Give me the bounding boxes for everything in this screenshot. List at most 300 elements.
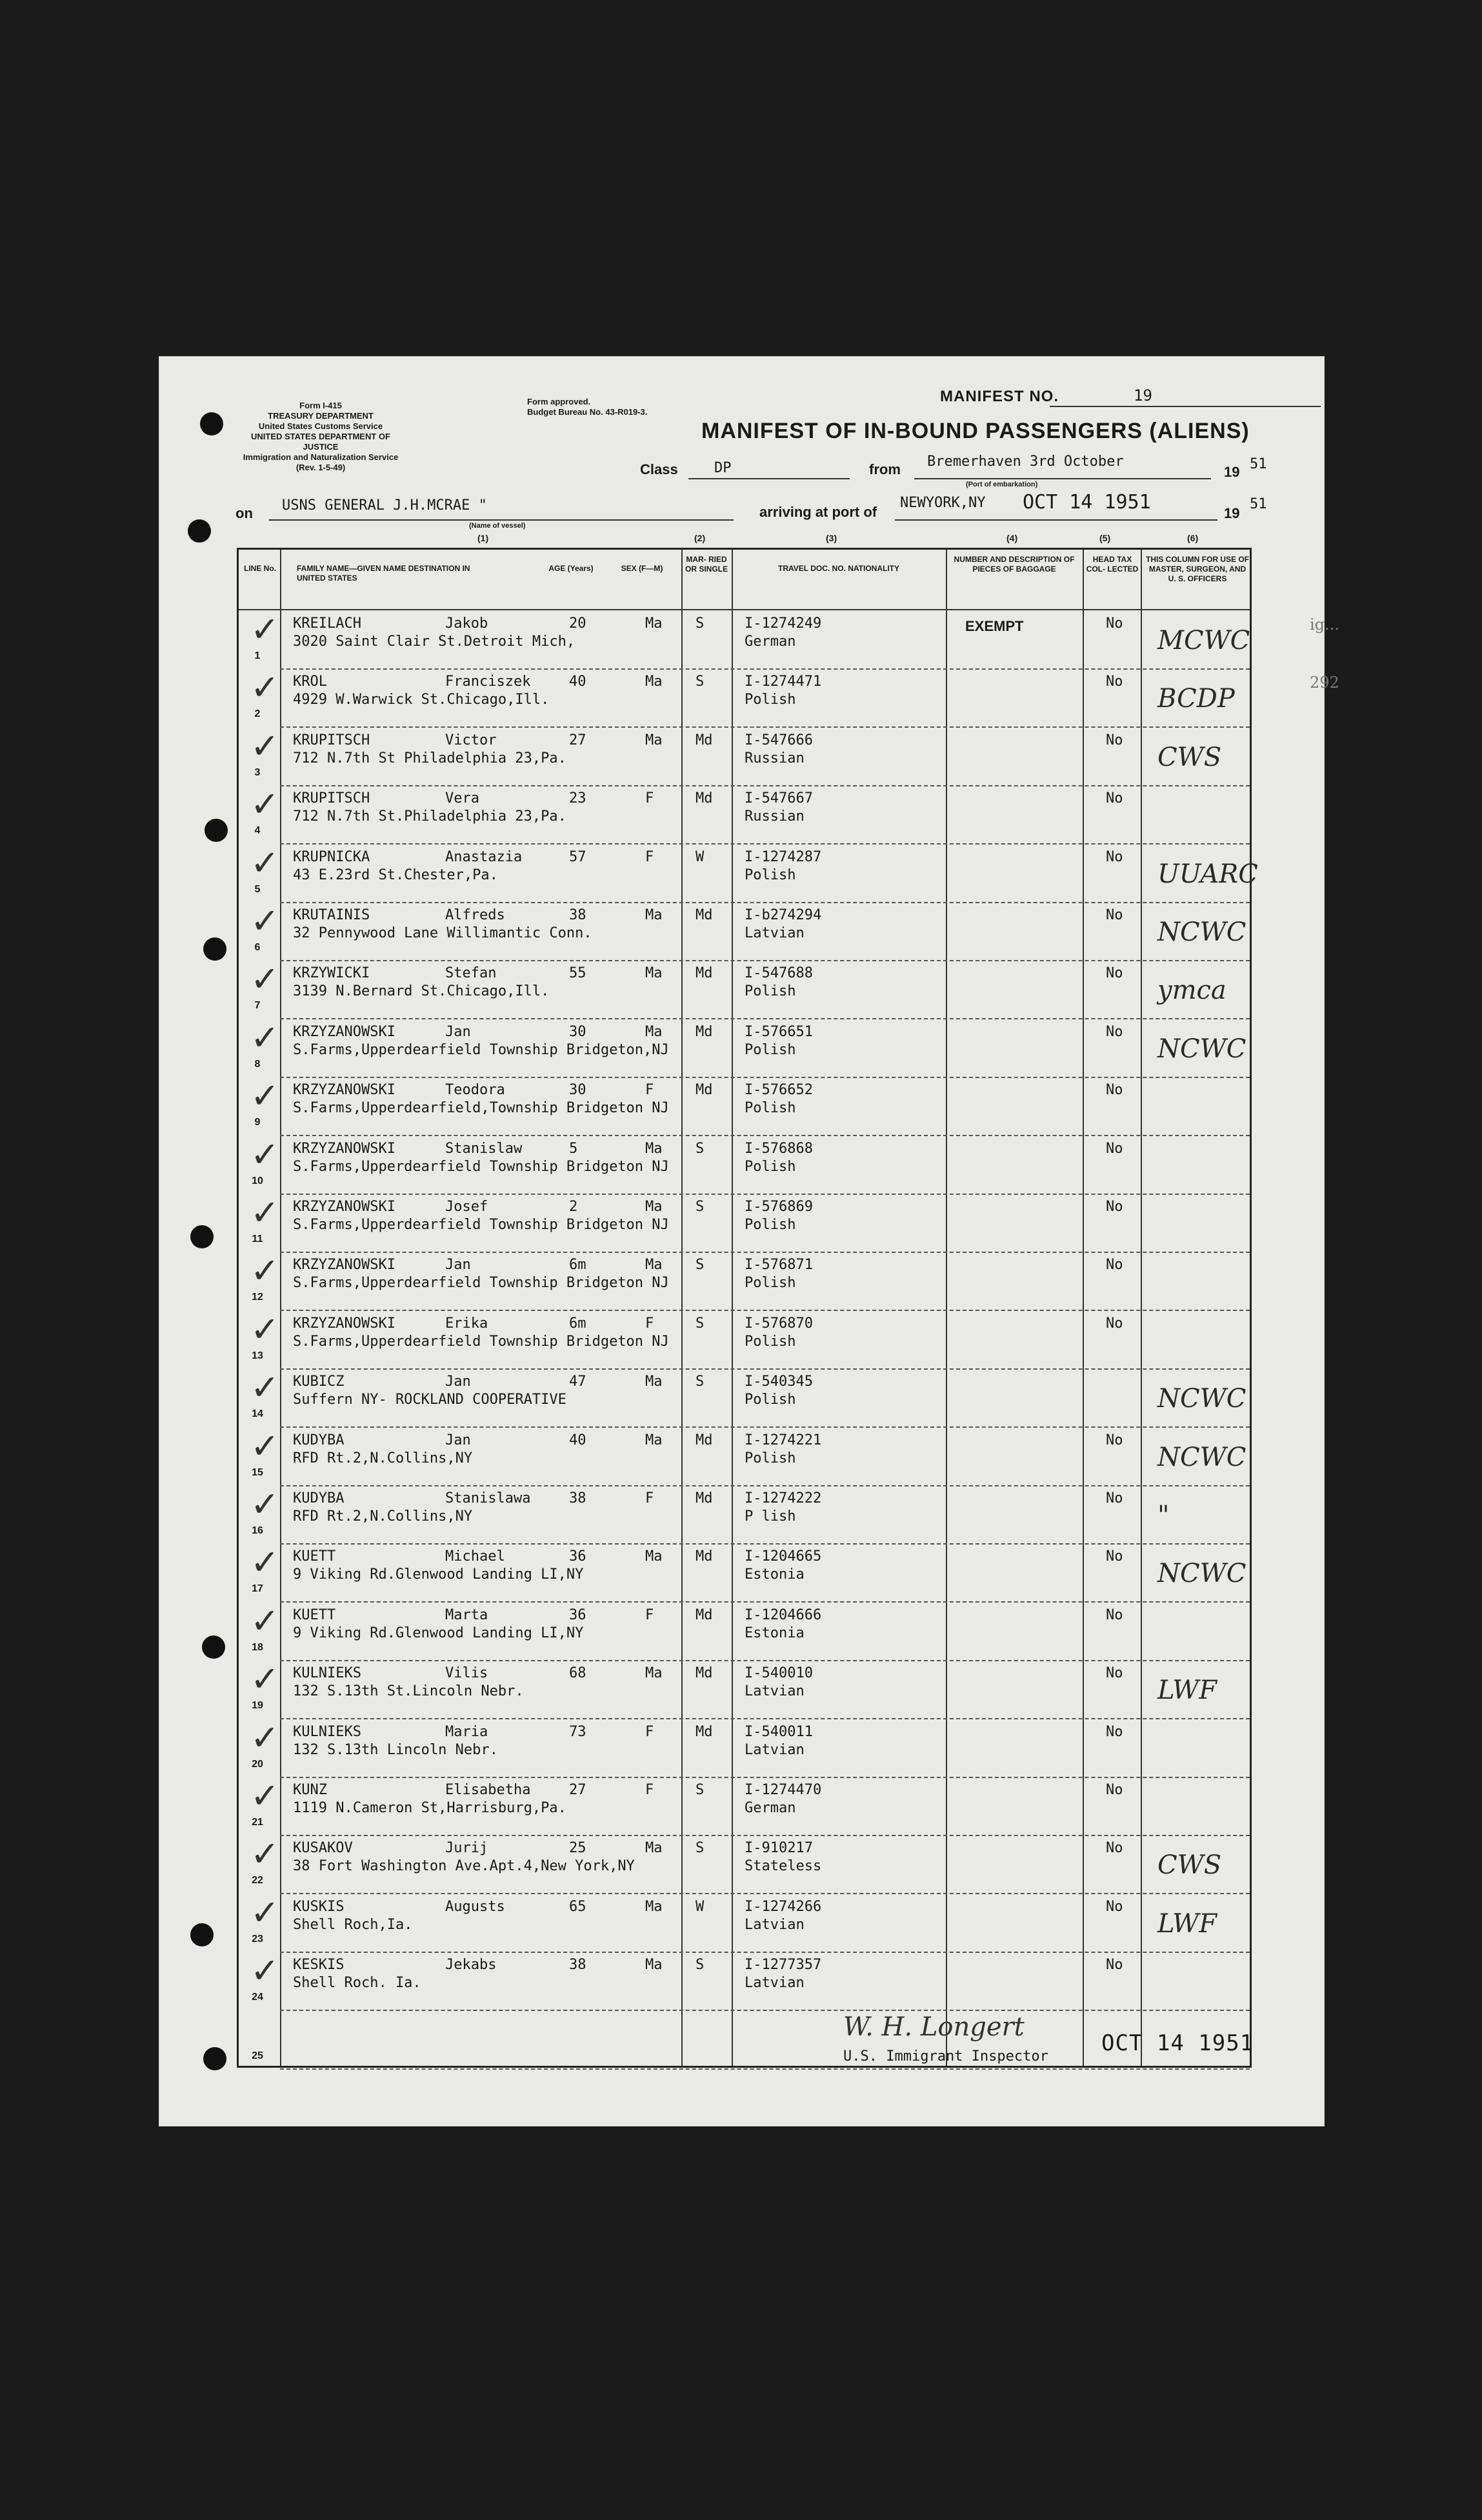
row-divider <box>280 2068 1250 2070</box>
family-name: KUNZ <box>293 1782 327 1798</box>
col-header-sex: SEX (F—M) <box>621 564 663 573</box>
check-mark: ✓ <box>250 1250 280 1292</box>
family-name: KRZYZANOWSKI <box>293 1257 396 1274</box>
marital-status: S <box>696 1315 705 1332</box>
given-name: Erika <box>445 1315 488 1332</box>
sex-value: Ma <box>645 1257 663 1274</box>
line-number: 24 <box>252 1992 263 2003</box>
sex-value: F <box>645 1082 654 1099</box>
travel-doc-number: I-1274221 <box>745 1432 822 1448</box>
destination-address: 132 S.13th Lincoln Nebr. <box>293 1741 498 1758</box>
inspector-signature: W. H. Longert <box>843 2012 1025 2042</box>
given-name: Stanislawa <box>445 1490 531 1506</box>
check-mark: ✓ <box>250 1600 280 1641</box>
given-name: Teodora <box>445 1082 505 1099</box>
given-name: Jan <box>445 1257 471 1274</box>
family-name: KUETT <box>293 1548 336 1565</box>
age-value: 30 <box>569 1023 586 1040</box>
check-mark: ✓ <box>250 1192 280 1233</box>
family-name: KESKIS <box>293 1957 345 1974</box>
travel-doc-number: I-1274470 <box>745 1782 822 1798</box>
officer-annotation: NCWC <box>1157 1034 1247 1064</box>
head-tax-value: No <box>1106 1140 1123 1157</box>
line-number: 8 <box>254 1058 261 1070</box>
table-row <box>239 1775 1250 1836</box>
family-name: KREILACH <box>293 615 361 632</box>
line-number: 9 <box>254 1117 261 1128</box>
sex-value: Ma <box>645 1548 663 1565</box>
officer-annotation: ymca <box>1157 975 1227 1006</box>
page-title: MANIFEST OF IN-BOUND PASSENGERS (ALIENS) <box>701 419 1250 443</box>
age-value: 25 <box>569 1840 586 1857</box>
given-name: Jan <box>445 1432 471 1448</box>
sex-value: F <box>645 848 654 865</box>
travel-doc-number: I-576868 <box>745 1140 813 1157</box>
destination-address: Shell Roch,Ia. <box>293 1916 413 1933</box>
age-value: 55 <box>569 965 586 982</box>
age-value: 68 <box>569 1665 586 1682</box>
destination-address: S.Farms,Upperdearfield,Township Bridgeton NJ <box>293 1100 669 1117</box>
head-tax-value: No <box>1106 1665 1123 1682</box>
table-row <box>239 1836 1250 1894</box>
head-tax-value: No <box>1106 1490 1123 1506</box>
travel-doc-number: I-576870 <box>745 1315 813 1332</box>
family-name: KUDYBA <box>293 1490 345 1506</box>
marital-status: Md <box>696 790 713 807</box>
marital-status: Md <box>696 1490 713 1506</box>
vessel-underline <box>269 519 734 521</box>
port-of-embarkation-note: (Port of embarkation) <box>966 481 1038 488</box>
margin-note: 292 <box>1310 674 1339 692</box>
family-name: KULNIEKS <box>293 1665 361 1682</box>
marital-status: S <box>696 1199 705 1215</box>
col-header-baggage: NUMBER AND DESCRIPTION OF PIECES OF BAGGAGE <box>954 555 1075 574</box>
head-tax-value: No <box>1106 1840 1123 1857</box>
check-mark: ✓ <box>250 1542 280 1583</box>
agency-block <box>237 401 405 473</box>
table-row <box>239 1542 1250 1603</box>
given-name: Jekabs <box>445 1957 497 1974</box>
nationality: Polish <box>745 1217 796 1233</box>
table-row <box>239 1134 1250 1195</box>
marital-status: S <box>696 1374 705 1390</box>
sex-value: Ma <box>645 674 663 690</box>
travel-doc-number: I-547688 <box>745 965 813 982</box>
officer-annotation: NCWC <box>1157 1384 1247 1414</box>
family-name: KRZYZANOWSKI <box>293 1199 396 1215</box>
age-value: 47 <box>569 1374 586 1390</box>
col-number: (3) <box>826 533 837 543</box>
officer-annotation: CWS <box>1157 742 1222 772</box>
age-value: 30 <box>569 1082 586 1099</box>
head-tax-value: No <box>1106 1723 1123 1740</box>
line-number: 11 <box>252 1234 263 1245</box>
check-mark: ✓ <box>250 725 280 766</box>
destination-address: 1119 N.Cameron St,Harrisburg,Pa. <box>293 1800 566 1816</box>
destination-address: 712 N.7th St.Philadelphia 23,Pa. <box>293 808 566 825</box>
punch-hole <box>190 1923 214 1946</box>
marital-status: Md <box>696 1548 713 1565</box>
given-name: Stefan <box>445 965 497 982</box>
table-row <box>239 1661 1250 1719</box>
table-row <box>239 667 1339 728</box>
check-mark: ✓ <box>250 1308 280 1350</box>
budget-block <box>527 397 695 417</box>
given-name: Stanislaw <box>445 1140 523 1157</box>
marital-status: Md <box>696 1606 713 1623</box>
given-name: Elisabetha <box>445 1782 531 1798</box>
marital-status: S <box>696 1957 705 1974</box>
marital-status: W <box>696 848 705 865</box>
given-name: Jakob <box>445 615 488 632</box>
punch-hole <box>202 1635 225 1659</box>
table-row <box>239 609 1339 670</box>
inspector-label: U.S. Immigrant Inspector <box>843 2048 1048 2065</box>
class-underline <box>688 478 850 479</box>
nationality: Polish <box>745 1041 796 1058</box>
nationality: Stateless <box>745 1858 822 1875</box>
table-row <box>239 1425 1250 1486</box>
nationality: Polish <box>745 1100 796 1117</box>
line-number: 5 <box>254 883 261 895</box>
age-value: 38 <box>569 1957 586 1974</box>
check-mark: ✓ <box>250 1717 280 1758</box>
destination-address: 38 Fort Washington Ave.Apt.4,New York,NY <box>293 1858 635 1875</box>
table-row <box>239 1075 1250 1136</box>
officer-annotation: NCWC <box>1157 1442 1247 1472</box>
line-number: 25 <box>252 2050 263 2061</box>
line-number: 21 <box>252 1817 263 1828</box>
given-name: Victor <box>445 732 497 748</box>
punch-hole <box>205 819 228 842</box>
age-value: 27 <box>569 1782 586 1798</box>
table-row <box>239 1250 1250 1311</box>
table-row <box>239 1950 1250 2011</box>
given-name: Vera <box>445 790 479 807</box>
age-value: 2 <box>569 1199 578 1215</box>
age-value: 20 <box>569 615 586 632</box>
given-name: Franciszek <box>445 674 531 690</box>
table-row <box>239 1486 1250 1545</box>
line-number: 14 <box>252 1408 263 1420</box>
arriving-port: NEWYORK,NY <box>900 495 986 511</box>
col-header-line-no: LINE No. <box>244 564 276 573</box>
line-number: 17 <box>252 1583 263 1595</box>
nationality: Polish <box>745 983 796 1000</box>
travel-doc-number: I-540345 <box>745 1374 813 1390</box>
sex-value: F <box>645 1782 654 1798</box>
nationality: Polish <box>745 1392 796 1408</box>
table-row <box>239 961 1250 1019</box>
check-mark: ✓ <box>250 1425 280 1466</box>
head-tax-value: No <box>1106 848 1123 865</box>
age-value: 38 <box>569 1490 586 1506</box>
destination-address: 9 Viking Rd.Glenwood Landing LI,NY <box>293 1566 584 1583</box>
destination-address: S.Farms,Upperdearfield Township Bridgeton NJ <box>293 1217 669 1233</box>
marital-status: Md <box>696 907 713 923</box>
travel-doc-number: I-576652 <box>745 1082 813 1099</box>
sex-value: Ma <box>645 1199 663 1215</box>
head-tax-value: No <box>1106 1548 1123 1565</box>
vessel-note: (Name of vessel) <box>469 522 526 530</box>
given-name: Michael <box>445 1548 505 1565</box>
nationality: Polish <box>745 1158 796 1175</box>
age-value: 23 <box>569 790 586 807</box>
punch-hole <box>190 1225 214 1248</box>
table-row <box>239 1017 1250 1078</box>
col-header-travel-doc: TRAVEL DOC. NO. NATIONALITY <box>778 564 899 573</box>
year-prefix: 19 <box>1224 464 1240 480</box>
table-row <box>239 1367 1250 1428</box>
from-value: Bremerhaven 3rd October <box>927 454 1124 470</box>
marital-status: Md <box>696 1665 713 1682</box>
col-number: (4) <box>1006 533 1018 543</box>
nationality: Latvian <box>745 1975 805 1992</box>
vessel-name: USNS GENERAL J.H.MCRAE " <box>282 497 487 514</box>
family-name: KUETT <box>293 1606 336 1623</box>
nationality: Polish <box>745 692 796 708</box>
marital-status: Md <box>696 965 713 982</box>
agency-line: United States Customs Service <box>258 421 383 431</box>
nationality: German <box>745 634 796 650</box>
head-tax-value: No <box>1106 1315 1123 1332</box>
check-mark: ✓ <box>250 1367 280 1408</box>
nationality: Latvian <box>745 1741 805 1758</box>
sex-value: Ma <box>645 1840 663 1857</box>
given-name: Maria <box>445 1723 488 1740</box>
class-label: Class <box>640 461 678 477</box>
sex-value: Ma <box>645 907 663 923</box>
sex-value: Ma <box>645 1140 663 1157</box>
col-number: (5) <box>1099 533 1111 543</box>
sex-value: Ma <box>645 1023 663 1040</box>
marital-status: S <box>696 615 705 632</box>
head-tax-value: No <box>1106 1257 1123 1274</box>
marital-status: S <box>696 1782 705 1798</box>
officer-annotation: LWF <box>1157 1908 1217 1939</box>
check-mark: ✓ <box>250 784 280 825</box>
travel-doc-number: I-576651 <box>745 1023 813 1040</box>
travel-doc-number: I-1204665 <box>745 1548 822 1565</box>
line-number: 12 <box>252 1292 263 1303</box>
line-number: 10 <box>252 1175 263 1186</box>
sex-value: Ma <box>645 615 663 632</box>
nationality: Estonia <box>745 1625 805 1641</box>
header-separator <box>239 609 1250 610</box>
nationality: Latvian <box>745 1916 805 1933</box>
nationality: Latvian <box>745 1683 805 1700</box>
col-number: (1) <box>477 533 489 543</box>
given-name: Vilis <box>445 1665 488 1682</box>
marital-status: Md <box>696 1723 713 1740</box>
family-name: KUBICZ <box>293 1374 345 1390</box>
marital-status: S <box>696 1840 705 1857</box>
age-value: 57 <box>569 848 586 865</box>
family-name: KRZYZANOWSKI <box>293 1140 396 1157</box>
given-name: Augusts <box>445 1898 505 1915</box>
age-value: 73 <box>569 1723 586 1740</box>
line-number: 4 <box>254 825 261 837</box>
check-mark: ✓ <box>250 1017 280 1058</box>
family-name: KUSKIS <box>293 1898 345 1915</box>
arriving-label: arriving at port of <box>759 504 877 520</box>
check-mark: ✓ <box>250 1950 280 1992</box>
given-name: Anastazia <box>445 848 523 865</box>
destination-address: RFD Rt.2,N.Collins,NY <box>293 1508 473 1525</box>
destination-address: 32 Pennywood Lane Willimantic Conn. <box>293 925 592 941</box>
agency-line: (Rev. 1-5-49) <box>295 463 346 472</box>
table-row <box>239 1192 1250 1253</box>
nationality: Polish <box>745 1333 796 1350</box>
destination-address: Suffern NY- ROCKLAND COOPERATIVE <box>293 1392 566 1408</box>
marital-status: Md <box>696 1432 713 1448</box>
manifest-page <box>159 356 1339 2126</box>
travel-doc-number: I-1277357 <box>745 1957 822 1974</box>
head-tax-value: No <box>1106 1082 1123 1099</box>
check-mark: ✓ <box>250 1075 280 1117</box>
agency-line: UNITED STATES DEPARTMENT OF JUSTICE <box>251 432 390 452</box>
family-name: KRZYZANOWSKI <box>293 1082 396 1099</box>
sex-value: Ma <box>645 732 663 748</box>
family-name: KRUPNICKA <box>293 848 370 865</box>
line-number: 19 <box>252 1700 263 1712</box>
age-value: 36 <box>569 1606 586 1623</box>
marital-status: Md <box>696 1023 713 1040</box>
family-name: KUDYBA <box>293 1432 345 1448</box>
family-name: KRUTAINIS <box>293 907 370 923</box>
check-mark: ✓ <box>250 1834 280 1875</box>
sex-value: F <box>645 1490 654 1506</box>
travel-doc-number: I-b274294 <box>745 907 822 923</box>
head-tax-value: No <box>1106 965 1123 982</box>
line-number: 7 <box>254 1000 261 1012</box>
arrival-year: 51 <box>1250 496 1267 512</box>
check-mark: ✓ <box>250 667 280 708</box>
check-mark: ✓ <box>250 1775 280 1816</box>
officer-annotation: CWS <box>1157 1850 1222 1881</box>
nationality: Estonia <box>745 1566 805 1583</box>
travel-doc-number: I-540011 <box>745 1723 813 1740</box>
travel-doc-number: I-547666 <box>745 732 813 748</box>
sex-value: Ma <box>645 965 663 982</box>
table-row <box>239 1600 1250 1661</box>
from-underline <box>914 478 1211 479</box>
officer-annotation: NCWC <box>1157 1559 1247 1589</box>
line-number: 18 <box>252 1641 263 1653</box>
head-tax-value: No <box>1106 674 1123 690</box>
destination-address: 4929 W.Warwick St.Chicago,Ill. <box>293 692 550 708</box>
check-mark: ✓ <box>250 901 280 941</box>
destination-address: S.Farms,Upperdearfield Township Bridgeton NJ <box>293 1333 669 1350</box>
destination-address: S.Farms,Upperdearfield Township Bridgeton,NJ <box>293 1041 669 1058</box>
family-name: KRZYZANOWSKI <box>293 1315 396 1332</box>
family-name: KRUPITSCH <box>293 732 370 748</box>
officer-annotation: NCWC <box>1157 917 1247 947</box>
head-tax-value: No <box>1106 1957 1123 1974</box>
marital-status: Md <box>696 1082 713 1099</box>
destination-address: S.Farms,Upperdearfield Township Bridgeton NJ <box>293 1158 669 1175</box>
destination-address: 3139 N.Bernard St.Chicago,Ill. <box>293 983 550 1000</box>
margin-note: ig... <box>1310 615 1339 634</box>
officer-annotation: BCDP <box>1157 684 1235 714</box>
marital-status: S <box>696 1140 705 1157</box>
marital-status: Md <box>696 732 713 748</box>
age-value: 65 <box>569 1898 586 1915</box>
table-row <box>239 842 1258 903</box>
check-mark: ✓ <box>250 609 280 650</box>
family-name: KULNIEKS <box>293 1723 361 1740</box>
destination-address: 43 E.23rd St.Chester,Pa. <box>293 866 498 883</box>
line-number: 16 <box>252 1525 263 1536</box>
head-tax-value: No <box>1106 1432 1123 1448</box>
col-number: (6) <box>1187 533 1199 543</box>
col-number: (2) <box>694 533 706 543</box>
given-name: Jan <box>445 1023 471 1040</box>
manifest-no: 19 <box>1134 386 1152 405</box>
inspection-date-stamp: OCT 14 1951 <box>1101 2030 1254 2056</box>
travel-doc-number: I-547667 <box>745 790 813 807</box>
officer-annotation: MCWC <box>1157 626 1250 655</box>
line-number: 13 <box>252 1350 263 1361</box>
punch-hole <box>200 412 223 435</box>
port-underline <box>895 519 1217 521</box>
nationality: Polish <box>745 1275 796 1292</box>
head-tax-value: No <box>1106 1782 1123 1798</box>
family-name: KUSAKOV <box>293 1840 353 1857</box>
check-mark: ✓ <box>250 1484 280 1525</box>
head-tax-value: No <box>1106 907 1123 923</box>
marital-status: S <box>696 1257 705 1274</box>
sex-value: F <box>645 1606 654 1623</box>
travel-doc-number: I-1204666 <box>745 1606 822 1623</box>
punch-hole <box>203 937 226 961</box>
table-row <box>239 903 1250 961</box>
marital-status: S <box>696 674 705 690</box>
nationality: German <box>745 1800 796 1816</box>
travel-doc-number: I-576871 <box>745 1257 813 1274</box>
sex-value: Ma <box>645 1957 663 1974</box>
age-value: 38 <box>569 907 586 923</box>
travel-doc-number: I-1274249 <box>745 615 822 632</box>
line-number: 15 <box>252 1466 263 1478</box>
head-tax-value: No <box>1106 1898 1123 1915</box>
age-value: 36 <box>569 1548 586 1565</box>
agency-line: Immigration and Naturalization Service <box>243 452 399 462</box>
sex-value: Ma <box>645 1898 663 1915</box>
destination-address: 9 Viking Rd.Glenwood Landing LI,NY <box>293 1625 584 1641</box>
travel-doc-number: I-910217 <box>745 1840 813 1857</box>
given-name: Marta <box>445 1606 488 1623</box>
baggage-description: EXEMPT <box>965 618 1024 634</box>
destination-address: 132 S.13th St.Lincoln Nebr. <box>293 1683 524 1700</box>
line-number: 2 <box>254 708 261 720</box>
passenger-table <box>237 533 1339 2068</box>
table-row <box>239 725 1250 786</box>
line-number: 20 <box>252 1758 263 1770</box>
age-value: 5 <box>569 1140 578 1157</box>
line-number: 23 <box>252 1933 263 1945</box>
destination-address: Shell Roch. Ia. <box>293 1975 421 1992</box>
family-name: KRZYZANOWSKI <box>293 1023 396 1040</box>
arrival-year-prefix: 19 <box>1224 505 1240 521</box>
col-header-head-tax: HEAD TAX COL- LECTED <box>1086 555 1139 574</box>
officer-annotation: " <box>1157 1501 1170 1530</box>
on-label: on <box>235 505 253 521</box>
age-value: 40 <box>569 674 586 690</box>
marital-status: W <box>696 1898 705 1915</box>
table-row <box>239 1892 1250 1953</box>
sex-value: Ma <box>645 1665 663 1682</box>
